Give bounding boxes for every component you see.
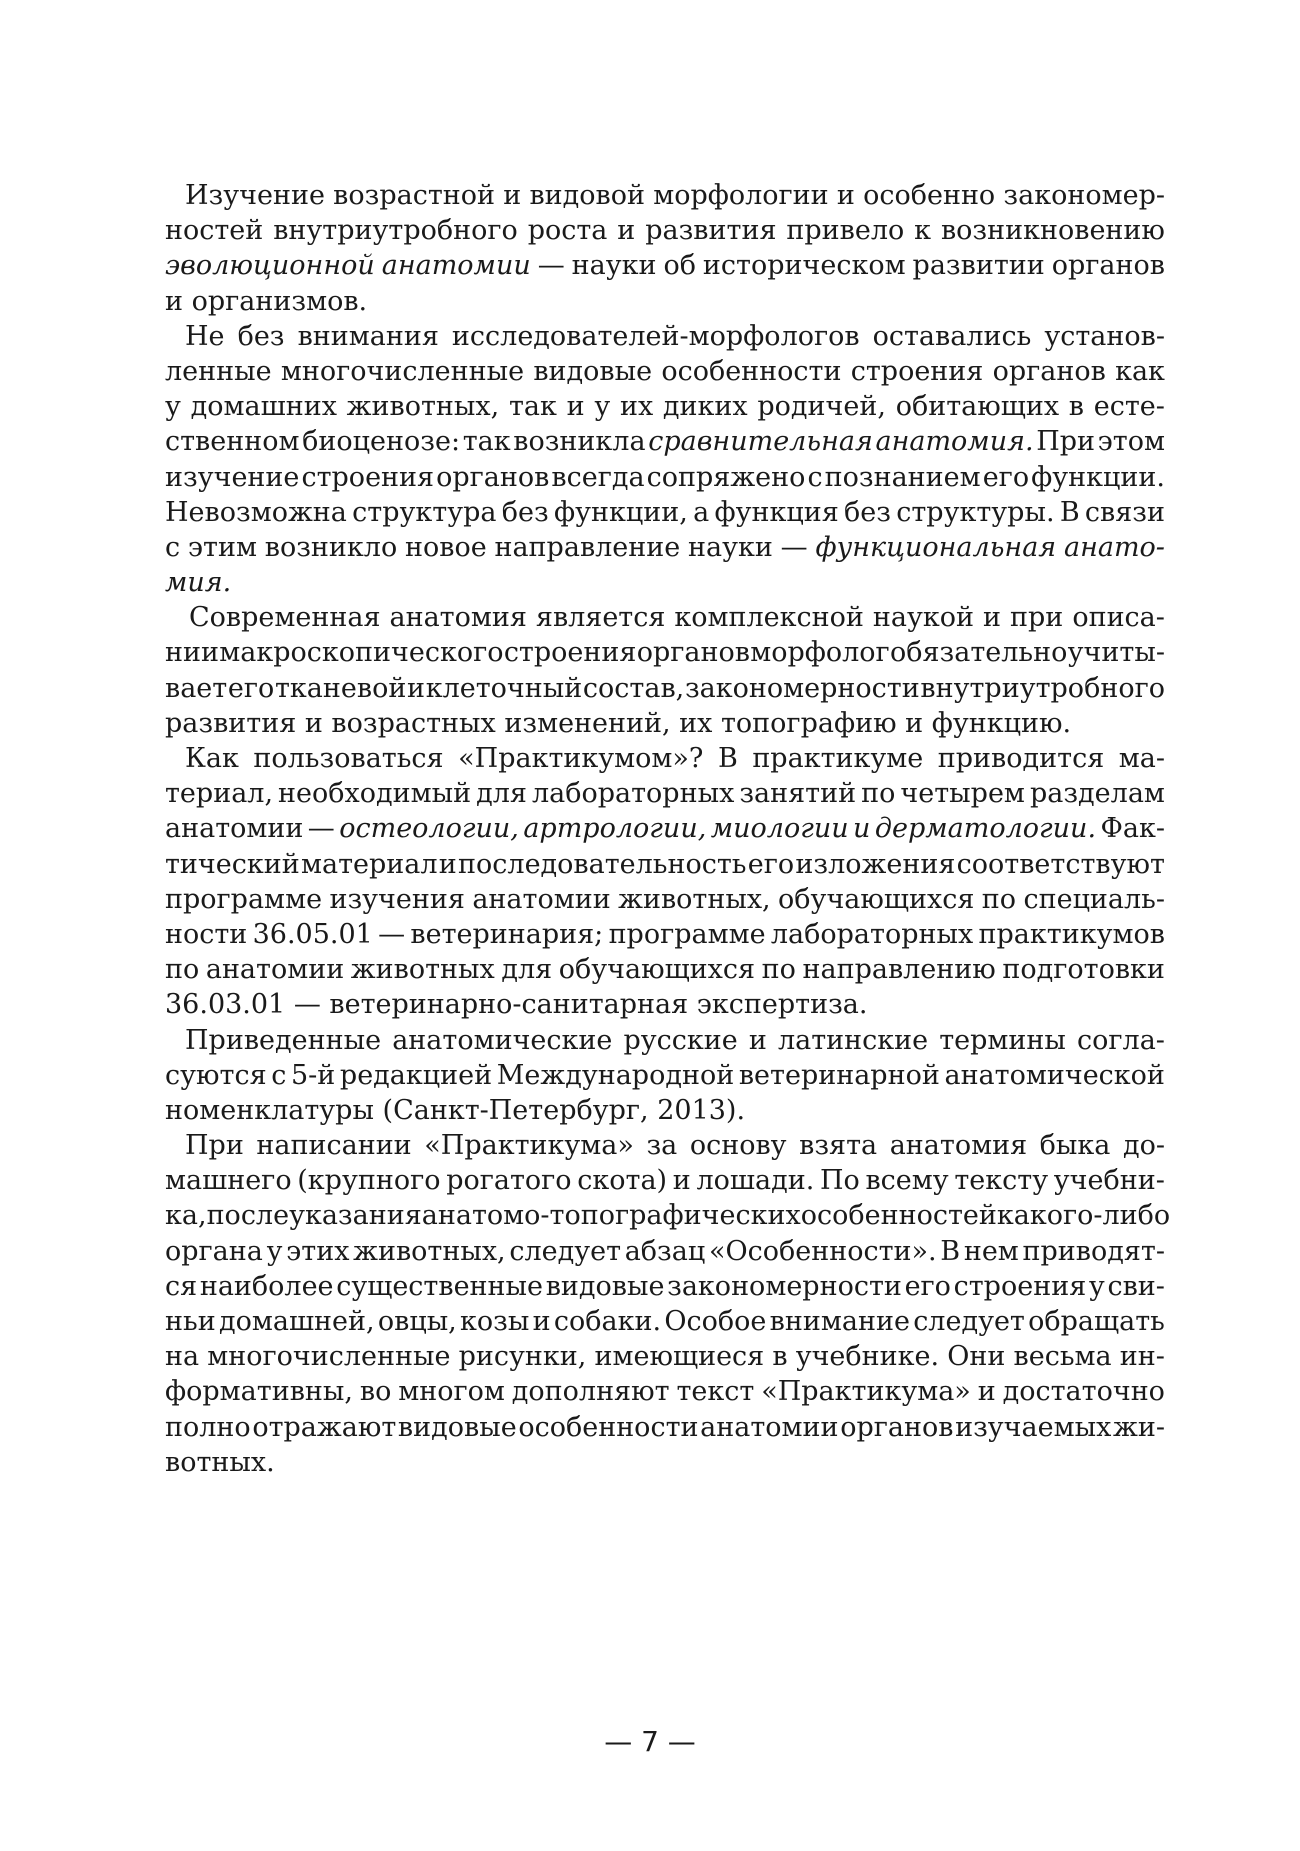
text-line: Изучение возрастной и видовой морфологии и особенно закономер-: [185, 180, 1165, 211]
text-line: формативны, во многом дополняют текст «Практикума» и достаточно: [165, 1376, 1165, 1408]
text-line: ньи домашней, овцы, козы и собаки. Особое внимание следует обращать: [165, 1306, 1165, 1337]
text-line: номенклатуры (Санкт-Петербург, 2013).: [165, 1094, 746, 1126]
page-number: — 7 —: [604, 1725, 696, 1758]
body-text: [165, 178, 1171, 1480]
text-line: ка, после указания анатомо-топографических особенностей какого-либо: [165, 1200, 1171, 1232]
text-line: Невозможна структура без функции, а функция без структуры. В связи: [165, 496, 1165, 528]
text-line: тический материал и последовательность его изложения соответствуют: [165, 848, 1165, 880]
text-line: эволюционной анатомии — науки об историческом развитии органов: [165, 250, 1165, 282]
text-line: развития и возрастных изменений, их топографию и функцию.: [165, 707, 1072, 739]
text-line: органа у этих животных, следует абзац «Особенности». В нем приводят-: [165, 1235, 1165, 1267]
text-line: нии макроскопического строения органов морфолог обязательно учиты-: [165, 637, 1165, 669]
text-line: ности 36.05.01 — ветеринария; программе лабораторных практикумов: [165, 918, 1165, 950]
text-line: Современная анатомия является комплексной наукой и при описа-: [189, 602, 1165, 634]
text-line: Приведенные анатомические русские и латинские термины согла-: [185, 1024, 1165, 1056]
text-line: При написании «Практикума» за основу взята анатомия быка до-: [185, 1130, 1165, 1162]
text-line: на многочисленные рисунки, имеющиеся в учебнике. Они весьма ин-: [165, 1341, 1165, 1373]
text-line: машнего (крупного рогатого скота) и лошади. По всему тексту учебни-: [165, 1165, 1165, 1197]
text-line: и организмов.: [165, 285, 368, 317]
text-line: программе изучения анатомии животных, обучающихся по специаль-: [165, 883, 1165, 915]
text-line: ностей внутриутробного роста и развития привело к возникновению: [165, 215, 1165, 247]
text-line: ленные многочисленные видовые особенности строения органов как: [165, 355, 1165, 387]
text-line: полно отражают видовые особенности анатомии органов изучаемых жи-: [165, 1411, 1165, 1443]
text-line: Как пользоваться «Практикумом»? В практикуме приводится ма-: [185, 743, 1165, 774]
text-line: териал, необходимый для лабораторных занятий по четырем разделам: [165, 778, 1165, 810]
text-line: ственном биоценозе: так возникла сравнительная анатомия. При этом: [165, 426, 1165, 458]
text-line: с этим возникло новое направление науки — функциональная анато-: [165, 531, 1165, 563]
text-line: суются с 5-й редакцией Международной ветеринарной анатомической: [165, 1059, 1165, 1091]
text-line: Не без внимания исследователей-морфологов оставались установ-: [185, 320, 1165, 352]
text-line: 36.03.01 — ветеринарно-санитарная экспертиза.: [165, 989, 868, 1021]
text-line: вотных.: [165, 1446, 275, 1478]
text-line: анатомии — остеологии, артрологии, миологии и дерматологии. Фак-: [165, 813, 1165, 845]
text-line: мия.: [165, 567, 232, 599]
text-line: по анатомии животных для обучающихся по направлению подготовки: [165, 954, 1165, 986]
text-line: вает его тканевой и клеточный состав, закономерности внутриутробного: [165, 672, 1165, 704]
text-line: ся наиболее существенные видовые закономерности его строения у сви-: [165, 1270, 1165, 1302]
text-line: изучение строения органов всегда сопряжено с познанием его функции.: [165, 461, 1165, 493]
text-line: у домашних животных, так и у их диких родичей, обитающих в есте-: [165, 391, 1165, 423]
